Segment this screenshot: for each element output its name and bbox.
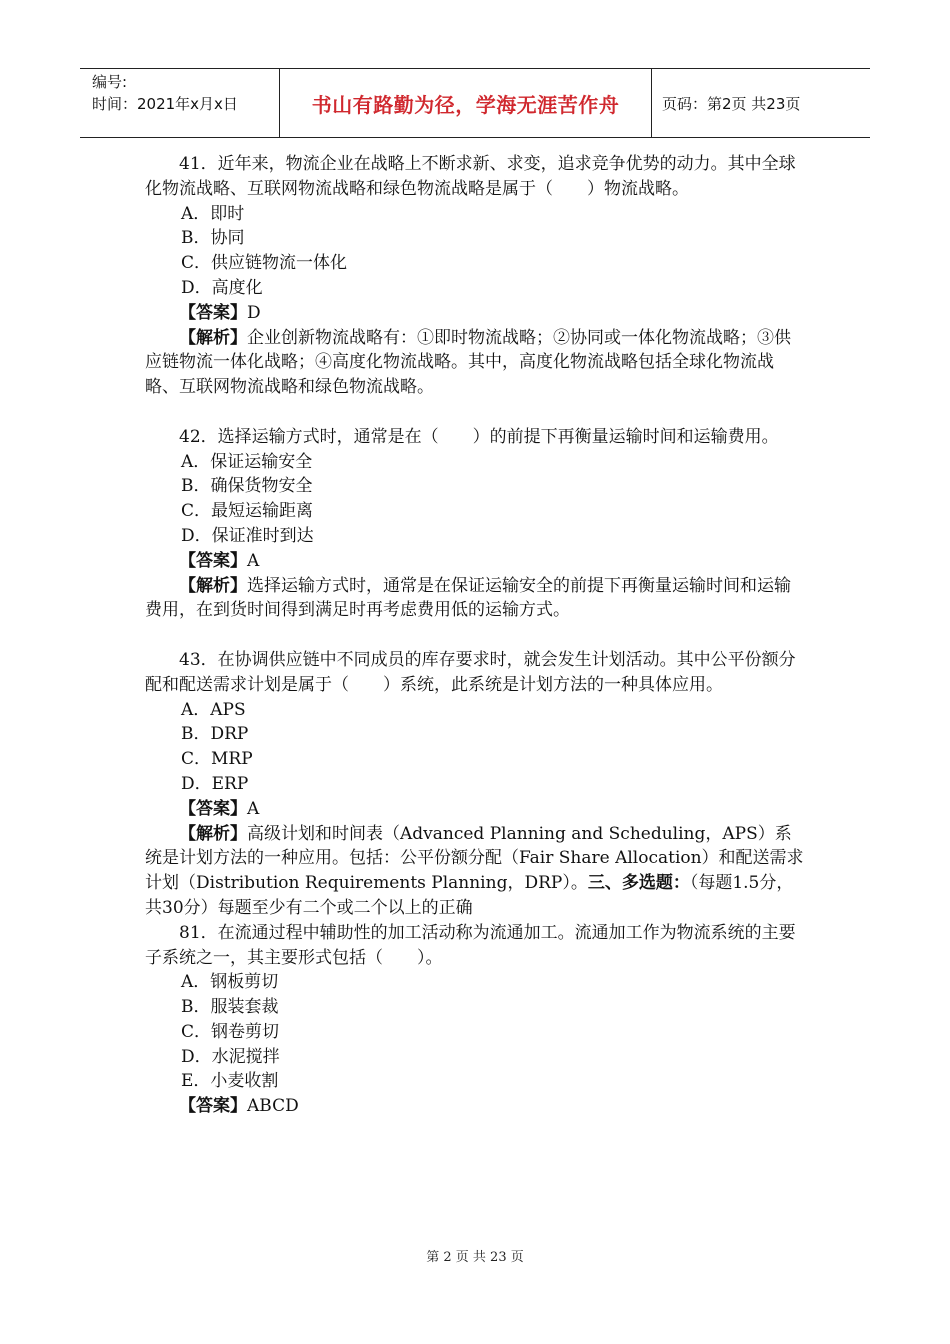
question-42-stem: 42．选择运输方式时，通常是在（ ）的前提下再衡量运输时间和运输费用。 <box>179 426 779 447</box>
analysis-text: 企业创新物流战略有：①即时物流战略；②协同或一体化物流战略；③供应链物流一体化战略；④高度化物流战略。其中，高度化物流战略包括全球化物流战略、互联网物流战略和绿色物流战略。 <box>145 327 791 398</box>
q43-option-c: C．MRP <box>181 749 253 770</box>
q42-option-c: C．最短运输距离 <box>181 501 314 522</box>
answer-value: A <box>247 550 260 571</box>
q81-option-d: D．水泥搅拌 <box>181 1046 280 1067</box>
q42-answer <box>145 549 805 574</box>
section-note: （每题1.5分，共30分）每题至少有二个或二个以上的正确 <box>145 873 794 918</box>
analysis-label: 【解析】 <box>179 575 247 596</box>
answer-label: 【答案】 <box>179 1096 247 1117</box>
q43-option-b: B．DRP <box>181 724 249 745</box>
page-info: 页码：第2页 共23页 <box>662 94 801 113</box>
q41-option-d: D．高度化 <box>181 277 263 298</box>
analysis-label: 【解析】 <box>179 327 247 348</box>
q42-option-d: D．保证准时到达 <box>181 525 314 546</box>
q41-option-c: C．供应链物流一体化 <box>181 253 348 274</box>
q41-answer <box>145 301 805 326</box>
q41-analysis <box>145 326 805 400</box>
q81-option-b: B．服装套裁 <box>181 997 279 1018</box>
q42-option-b: B．确保货物安全 <box>181 476 313 497</box>
q43-answer <box>145 797 805 822</box>
question-43-stem: 43．在协调供应链中不同成员的库存要求时，就会发生计划活动。其中公平份额分配和配送需求计划是属于（ ）系统，此系统是计划方法的一种具体应用。 <box>145 649 796 695</box>
header-motto-cell <box>280 69 652 137</box>
document-body <box>145 152 805 1119</box>
answer-value: A <box>247 798 260 819</box>
time-label: 时间：2021年x月x日 <box>92 95 238 113</box>
header-meta <box>80 69 280 137</box>
spacer <box>145 400 805 425</box>
page-footer: 第 2 页 共 23 页 <box>426 1250 524 1265</box>
q81-option-e: E．小麦收割 <box>181 1071 279 1092</box>
number-label: 编号: <box>92 73 128 91</box>
document-header <box>80 68 870 138</box>
motto: 书山有路勤为径，学海无涯苦作舟 <box>311 92 620 117</box>
section-heading: 三、多选题： <box>587 873 690 894</box>
spacer <box>145 623 805 648</box>
analysis-text: 选择运输方式时，通常是在保证运输安全的前提下再衡量运输时间和运输费用，在到货时间得到满足时再考虑费用低的运输方式。 <box>145 575 791 621</box>
q42-option-a: A．保证运输安全 <box>181 451 313 472</box>
analysis-label: 【解析】 <box>179 823 247 844</box>
q43-analysis <box>145 822 805 921</box>
q81-option-a: A．钢板剪切 <box>181 972 279 993</box>
answer-label: 【答案】 <box>179 302 247 323</box>
analysis-text: 高级计划和时间表（Advanced Planning and Scheduling，APS）系统是计划方法的一种应用。包括：公平份额分配（Fair Share Allocation）和配送需求计划（Distribution Requirements Planning，DRP）。 <box>145 823 804 894</box>
q43-option-a: A．APS <box>181 699 246 720</box>
q42-analysis <box>145 574 805 624</box>
answer-label: 【答案】 <box>179 798 247 819</box>
q81-answer <box>145 1094 805 1119</box>
q41-option-a: A．即时 <box>181 203 245 224</box>
q41-option-b: B．协同 <box>181 228 245 249</box>
q43-option-d: D．ERP <box>181 773 249 794</box>
q81-option-c: C．钢卷剪切 <box>181 1021 280 1042</box>
answer-label: 【答案】 <box>179 550 247 571</box>
question-81-stem: 81．在流通过程中辅助性的加工活动称为流通加工。流通加工作为物流系统的主要子系统之一，其主要形式包括（ ）。 <box>145 922 796 968</box>
question-41-stem: 41．近年来，物流企业在战略上不断求新、求变，追求竞争优势的动力。其中全球化物流战略、互联网物流战略和绿色物流战略是属于（ ）物流战略。 <box>145 154 796 199</box>
answer-value: D <box>247 302 261 323</box>
answer-value: ABCD <box>247 1096 299 1117</box>
